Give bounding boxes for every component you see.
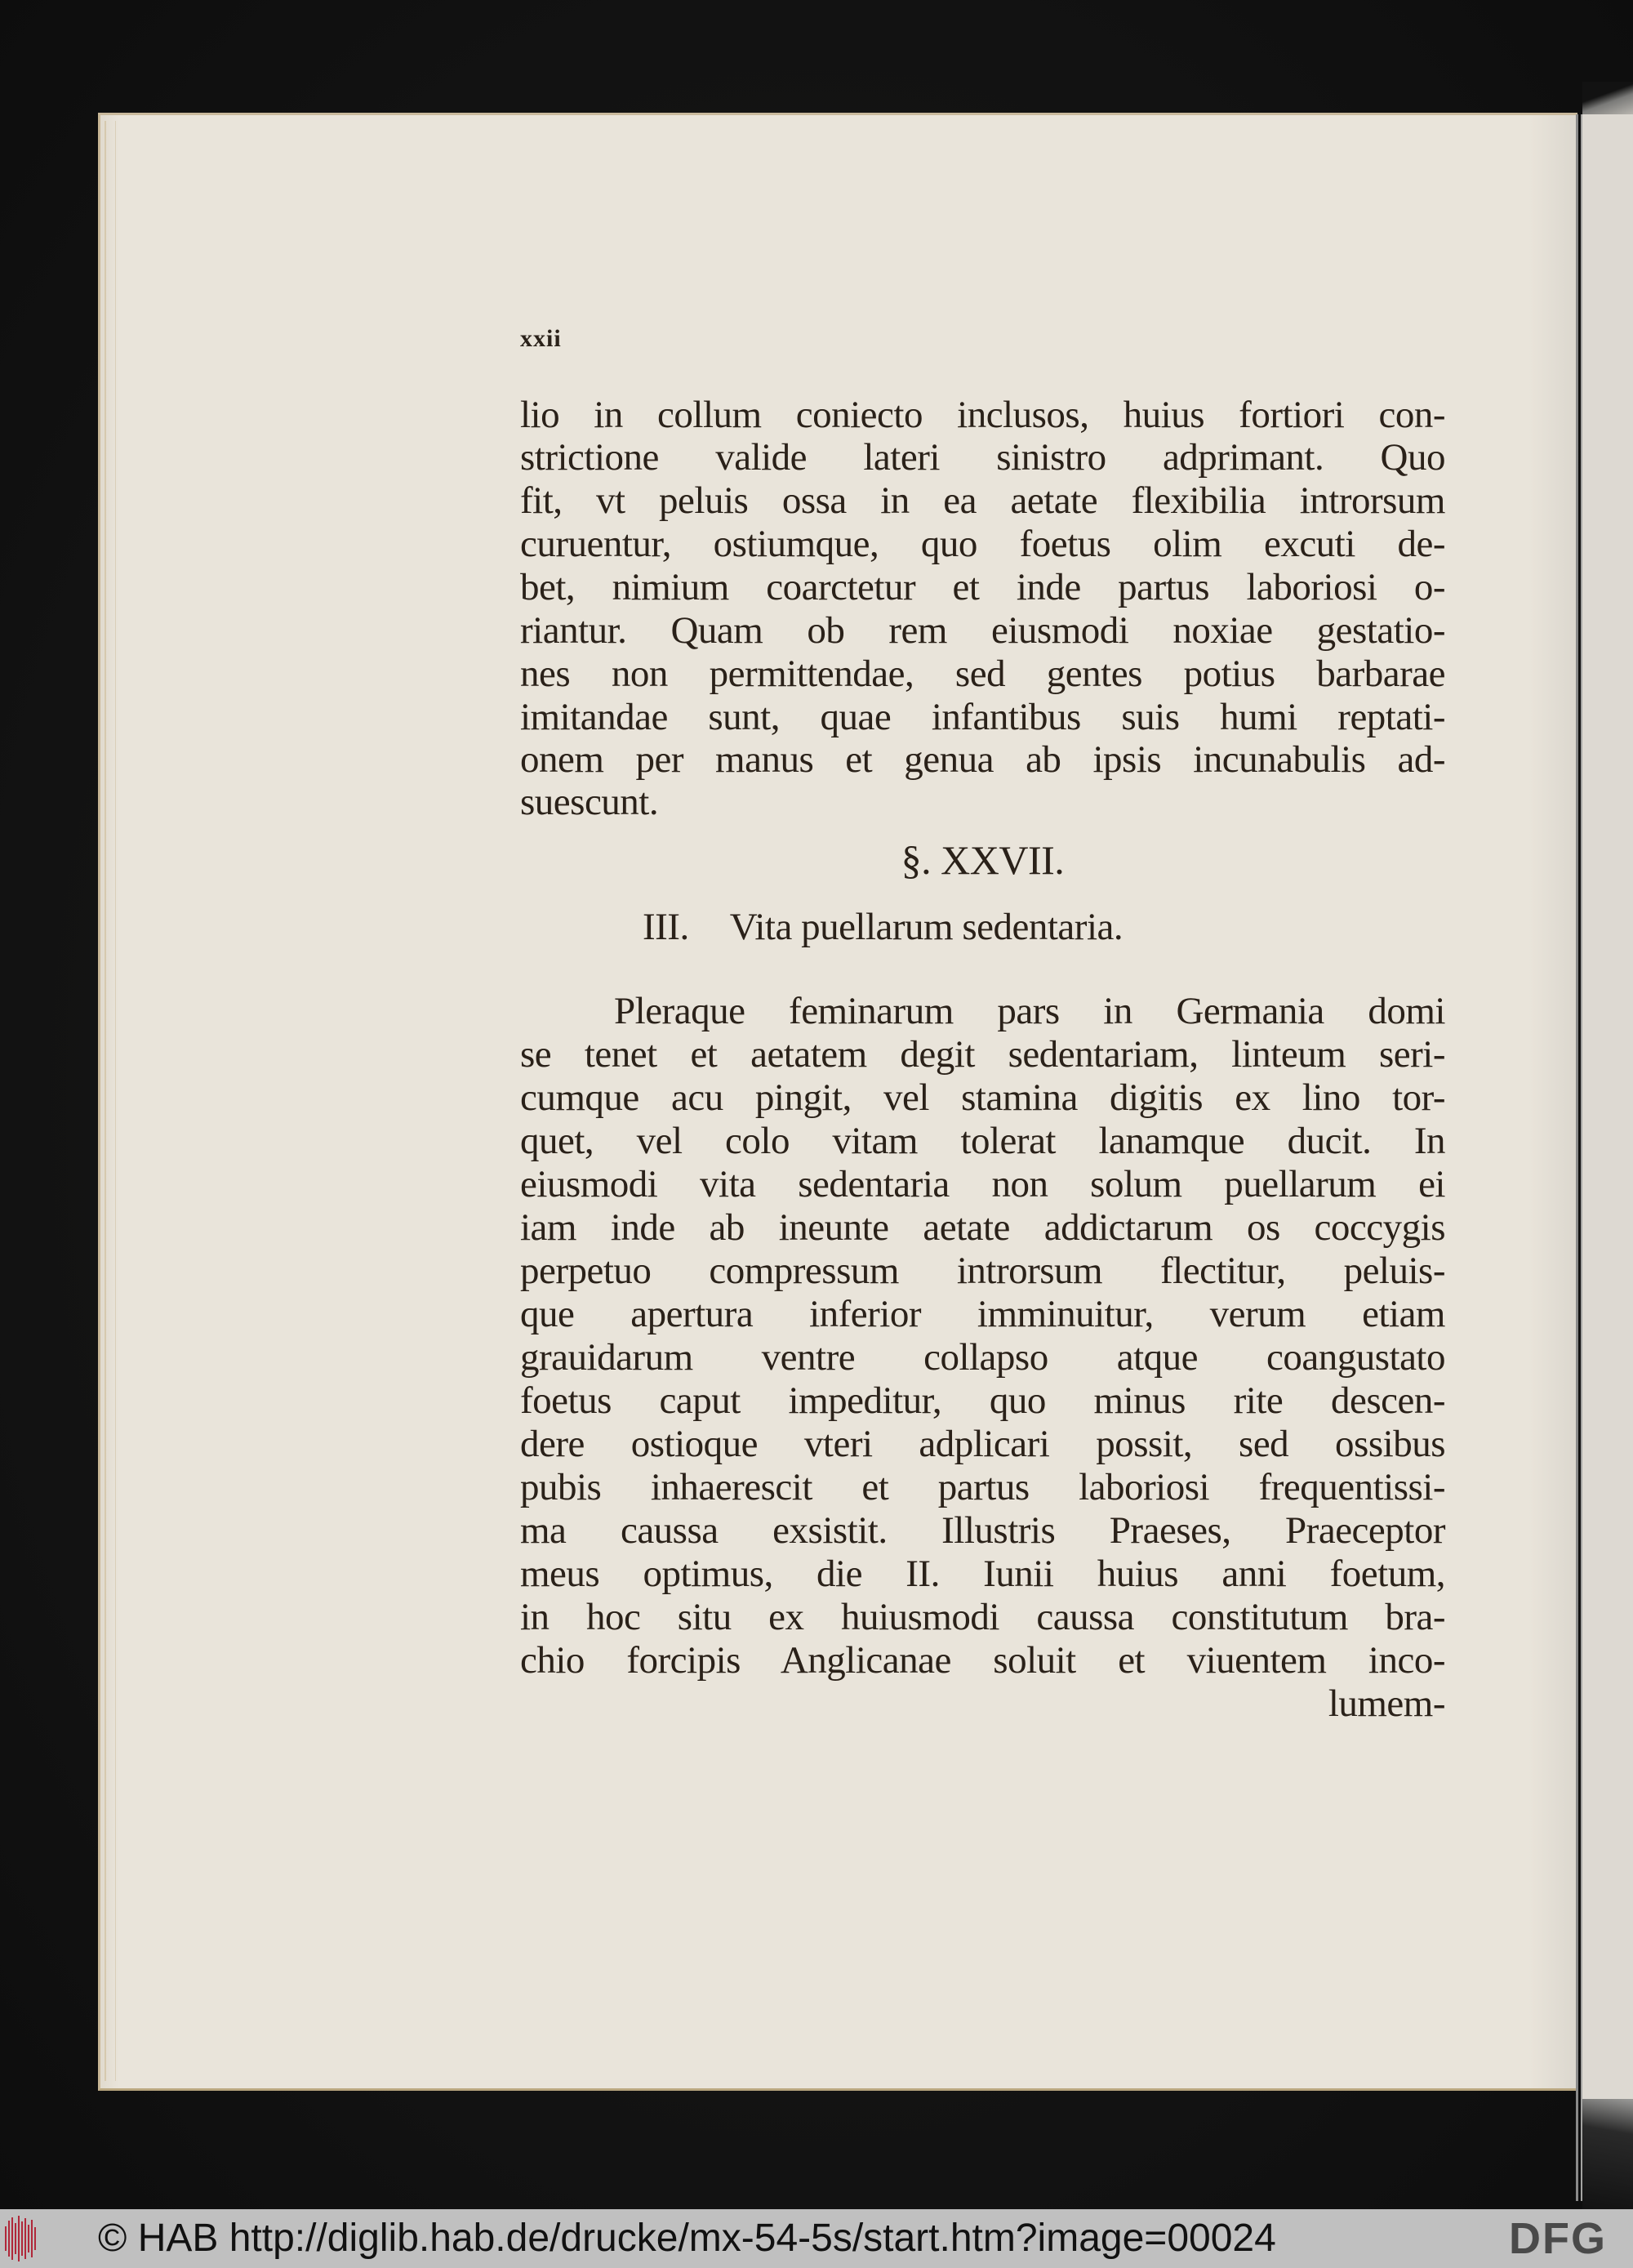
text-line: dere ostioque vteri adplicari possit, sed ossibus (520, 1423, 1445, 1465)
text-line: nes non permittendae, sed gentes potius barbarae (520, 653, 1445, 695)
subheading (643, 902, 1123, 951)
page-number: xxii (520, 325, 562, 352)
text-line: onem per manus et genua ab ipsis incunabulis ad- (520, 738, 1445, 781)
section-heading: §. XXVII. (901, 837, 1065, 883)
text-line: que apertura inferior imminuitur, verum etiam (520, 1293, 1445, 1335)
catchword: lumem- (1328, 1682, 1445, 1725)
gutter-line-inner (1581, 114, 1582, 2201)
text-line: pubis inhaerescit et partus laboriosi frequentissi- (520, 1466, 1445, 1508)
text-line: strictione valide lateri sinistro adprimant. Quo (520, 436, 1445, 479)
text-line: bet, nimium coarctetur et inde partus laboriosi o- (520, 566, 1445, 608)
credit-link[interactable]: © HAB http://diglib.hab.de/drucke/mx-54-5s/start.htm?image=00024 (98, 2217, 1276, 2260)
adjacent-page-sliver (1582, 114, 1633, 2099)
text-line: cumque acu pingit, vel stamina digitis ex lino tor- (520, 1076, 1445, 1119)
text-line: suescunt. (520, 781, 659, 823)
text-line: imitandae sunt, quae infantibus suis humi reptati- (520, 696, 1445, 738)
text-line: riantur. Quam ob rem eiusmodi noxiae gestatio- (520, 609, 1445, 652)
adjacent-page-bottom (1582, 2099, 1633, 2209)
text-line: perpetuo compressum introrsum flectitur, peluis- (520, 1250, 1445, 1292)
text-line: fit, vt peluis ossa in ea aetate flexibilia introrsum (520, 479, 1445, 522)
text-line: meus optimus, die II. Iunii huius anni foetum, (520, 1553, 1445, 1595)
text-line: grauidarum ventre collapso atque coangustato (520, 1336, 1445, 1379)
dfg-logo: DFG (1509, 2214, 1607, 2263)
text-line: curuentur, ostiumque, quo foetus olim excuti de- (520, 523, 1445, 565)
text-line: se tenet et aetatem degit sedentariam, linteum seri- (520, 1033, 1445, 1076)
subheading-title: Vita puellarum sedentaria. (729, 906, 1124, 948)
text-line: quet, vel colo vitam tolerat lanamque ducit. In (520, 1120, 1445, 1162)
gutter-line (1576, 114, 1578, 2201)
text-line: iam inde ab ineunte aetate addictarum os coccygis (520, 1206, 1445, 1249)
footer-bar (0, 2209, 1633, 2268)
text-line: in hoc situ ex huiusmodi caussa constitutum bra- (520, 1596, 1445, 1638)
text-line: lio in collum coniecto inclusos, huius fortiori con- (520, 394, 1445, 436)
hab-logo-icon (5, 2216, 38, 2261)
text-line: Pleraque feminarum pars in Germania domi (614, 990, 1445, 1032)
text-line: foetus caput impeditur, quo minus rite descen- (520, 1379, 1445, 1422)
page-edge (105, 121, 116, 2081)
text-line: chio forcipis Anglicanae soluit et viuentem inco- (520, 1639, 1445, 1682)
subheading-number: III. (643, 906, 689, 948)
text-line: ma caussa exsistit. Illustris Praeses, Praeceptor (520, 1509, 1445, 1552)
adjacent-page-top (1582, 82, 1633, 114)
text-line: eiusmodi vita sedentaria non solum puellarum ei (520, 1163, 1445, 1205)
